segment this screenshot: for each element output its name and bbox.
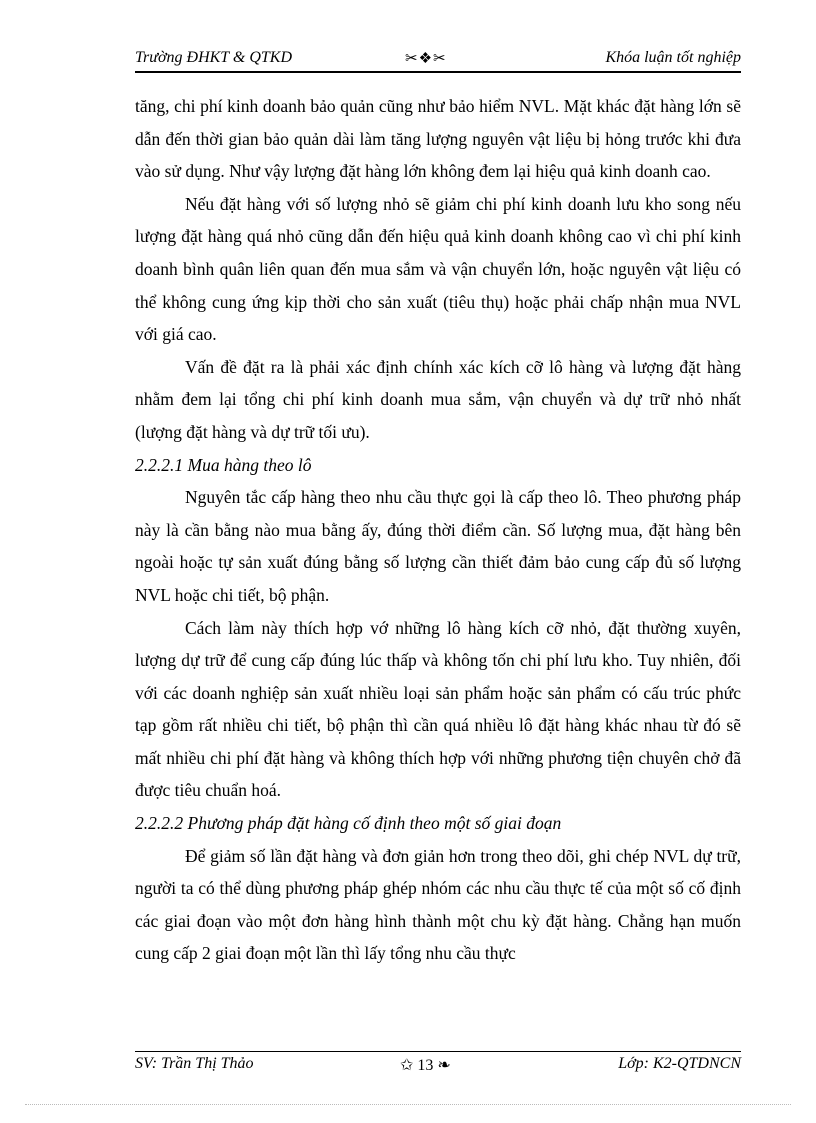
header-ornament: ✂❖✂ [405,51,447,67]
page-footer [135,1055,741,1079]
header-school: Trường ĐHKT & QTKD [135,49,293,66]
page-body [135,90,741,970]
paragraph-6: Để giảm số lần đặt hàng và đơn giản hơn trong theo dõi, ghi chép NVL dự trữ, người ta có thể dùng phương pháp ghép nhóm các nhu cầu thực tế của một số cố định các giai đoạn vào một đơn hàng hình thành một chu kỳ đặt hàng. Chẳng hạn muốn cung cấp 2 giai đoạn một lần thì lấy tổng nhu cầu thực [135,845,741,964]
footer-student: SV: Trần Thị Thảo [135,1055,254,1072]
section-heading-2-2-2-2: 2.2.2.2 Phương pháp đặt hàng cố định theo một số giai đoạn [135,813,562,834]
footer-page-number: ✩ 13 ❧ [400,1057,451,1074]
footer-rule [135,1051,741,1052]
header-doc-type: Khóa luận tốt nghiệp [605,49,741,66]
paragraph-3: Vấn đề đặt ra là phải xác định chính xác kích cỡ lô hàng và lượng đặt hàng nhằm đem lại tổng chi phí kinh doanh mua sắm, vận chuyển và dự trữ nhỏ nhất (lượng đặt hàng và dự trữ tối ưu). [135,356,741,442]
paragraph-4: Nguyên tắc cấp hàng theo nhu cầu thực gọi là cấp theo lô. Theo phương pháp này là cần bằng nào mua bằng ấy, đúng thời điểm cần. Số lượng mua, đặt hàng bên ngoài hoặc tự sản xuất đúng bằng số lượng cần thiết đảm bảo cung cấp đủ số lượng NVL hoặc chi tiết, bộ phận. [135,487,741,605]
paragraph-1: tăng, chi phí kinh doanh bảo quản cũng như bảo hiểm NVL. Mặt khác đặt hàng lớn sẽ dẫn đến thời gian bảo quản dài làm tăng lượng nguyên vật liệu bị hỏng trước khi đưa vào sử dụng. Như vậy lượng đặt hàng lớn không đem lại hiệu quả kinh doanh cao. [135,96,741,182]
page-header [135,47,741,71]
paragraph-5: Cách làm này thích hợp vớ những lô hàng kích cỡ nhỏ, đặt thường xuyên, lượng dự trữ để cung cấp đúng lúc thấp và không tốn chi phí lưu kho. Tuy nhiên, đối với các doanh nghiệp sản xuất nhiều loại sản phẩm hoặc sản phẩm có cấu trúc phức tạp gồm rất nhiều chi tiết, bộ phận thì cần quá nhiều lô đặt hàng khác nhau từ đó sẽ mất nhiều chi phí đặt hàng và không thích hợp với những phương tiện chuyên chở đã được tiêu chuẩn hoá. [135,617,741,801]
page-bottom-divider [25,1104,791,1105]
paragraph-2: Nếu đặt hàng với số lượng nhỏ sẽ giảm chi phí kinh doanh lưu kho song nếu lượng đặt hàng quá nhỏ cũng dẫn đến hiệu quả kinh doanh không cao vì chi phí kinh doanh bình quân liên quan đến mua sắm và vận chuyển lớn, hoặc nguyên vật liệu có thể không cung ứng kịp thời cho sản xuất (tiêu thụ) hoặc phải chấp nhận mua NVL với giá cao. [135,193,741,345]
section-heading-2-2-2-1: 2.2.2.1 Mua hàng theo lô [135,454,312,475]
header-rule [135,71,741,73]
footer-class: Lớp: K2-QTDNCN [618,1055,741,1072]
